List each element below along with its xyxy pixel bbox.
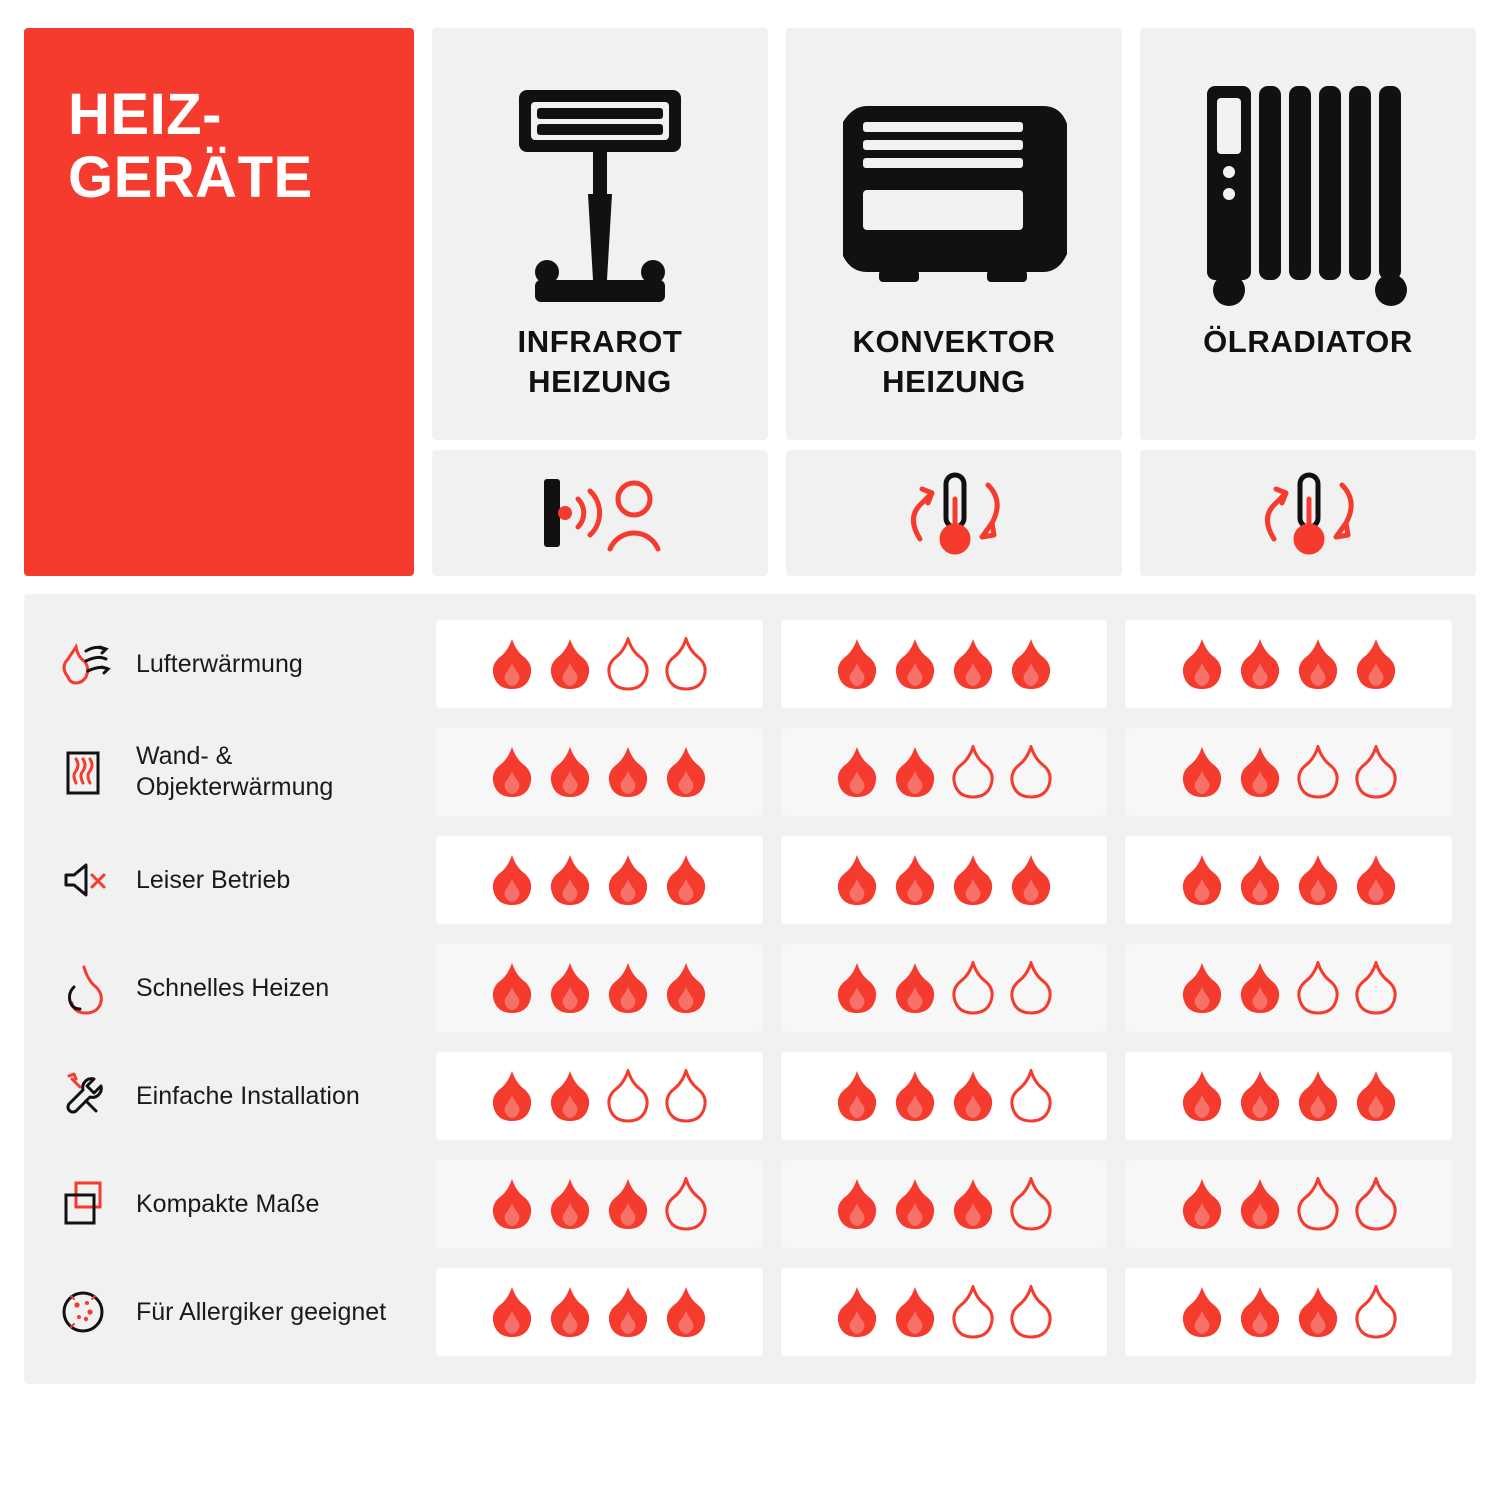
- flame-filled-icon: [835, 637, 879, 691]
- rating-cell-infrarot: [436, 836, 763, 924]
- column-head-konvektor: [786, 28, 1122, 440]
- flame-filled-icon: [893, 853, 937, 907]
- page-title-line-1: HEIZ-: [68, 82, 222, 147]
- column-oelradiator: [1140, 28, 1476, 576]
- rating-cell-konvektor: [781, 836, 1108, 924]
- flame-filled-icon: [951, 1177, 995, 1231]
- flame-filled-icon: [548, 1177, 592, 1231]
- flame-outline-icon: [951, 961, 995, 1015]
- feature-cell: [52, 633, 418, 695]
- fast-heating-flame-icon: [52, 957, 114, 1019]
- flame-filled-icon: [664, 1285, 708, 1339]
- table-row: [24, 826, 1476, 934]
- flame-filled-icon: [1009, 853, 1053, 907]
- wall-object-warming-icon: [52, 741, 114, 803]
- column-head-oelradiator: [1140, 28, 1476, 440]
- flame-filled-icon: [490, 745, 534, 799]
- air-circulation-thermometer-icon: [1218, 465, 1398, 561]
- flame-filled-icon: [1238, 961, 1282, 1015]
- oil-radiator-icon: [1183, 62, 1433, 312]
- flame-outline-icon: [1009, 1177, 1053, 1231]
- flame-filled-icon: [1180, 637, 1224, 691]
- flame-filled-icon: [951, 853, 995, 907]
- flame-filled-icon: [548, 853, 592, 907]
- table-row: [24, 934, 1476, 1042]
- flame-filled-icon: [1180, 1177, 1224, 1231]
- flame-filled-icon: [1180, 961, 1224, 1015]
- feature-cell: [52, 1065, 418, 1127]
- air-circulation-thermometer-icon: [864, 465, 1044, 561]
- flame-filled-icon: [490, 637, 534, 691]
- feature-cell: [52, 957, 418, 1019]
- flame-outline-icon: [1296, 745, 1340, 799]
- column-title-konvektor: [853, 322, 1056, 401]
- flame-filled-icon: [1238, 1069, 1282, 1123]
- flame-filled-icon: [1354, 637, 1398, 691]
- flame-filled-icon: [893, 745, 937, 799]
- rating-cell-infrarot: [436, 620, 763, 708]
- flame-filled-icon: [606, 1177, 650, 1231]
- flame-filled-icon: [893, 1285, 937, 1339]
- flame-filled-icon: [1296, 1285, 1340, 1339]
- flame-filled-icon: [1180, 1069, 1224, 1123]
- table-row: [24, 610, 1476, 718]
- feature-label: Leiser Betrieb: [136, 865, 291, 894]
- rating-cell-oelradiator: [1125, 728, 1452, 816]
- title-card: [24, 28, 414, 576]
- flame-filled-icon: [548, 961, 592, 1015]
- flame-outline-icon: [1296, 1177, 1340, 1231]
- rating-cell-infrarot: [436, 944, 763, 1032]
- rating-cell-infrarot: [436, 1160, 763, 1248]
- rating-cell-konvektor: [781, 1160, 1108, 1248]
- flame-filled-icon: [835, 745, 879, 799]
- flame-filled-icon: [835, 961, 879, 1015]
- flame-outline-icon: [1354, 961, 1398, 1015]
- flame-filled-icon: [1238, 853, 1282, 907]
- flame-filled-icon: [835, 1069, 879, 1123]
- flame-filled-icon: [490, 1285, 534, 1339]
- rating-cell-konvektor: [781, 944, 1108, 1032]
- flame-filled-icon: [1238, 745, 1282, 799]
- rating-cell-infrarot: [436, 1268, 763, 1356]
- rating-cell-oelradiator: [1125, 836, 1452, 924]
- rating-cell-infrarot: [436, 728, 763, 816]
- flame-filled-icon: [1009, 637, 1053, 691]
- rating-cell-oelradiator: [1125, 1268, 1452, 1356]
- table-row: [24, 1150, 1476, 1258]
- flame-outline-icon: [1354, 745, 1398, 799]
- rating-cell-konvektor: [781, 1268, 1108, 1356]
- flame-outline-icon: [606, 1069, 650, 1123]
- page-title-line-2: GERÄTE: [68, 144, 313, 210]
- air-warming-icon: [52, 633, 114, 695]
- rating-cell-konvektor: [781, 728, 1108, 816]
- column-title-line-1: INFRAROT: [517, 324, 683, 359]
- flame-filled-icon: [1238, 1177, 1282, 1231]
- flame-filled-icon: [490, 961, 534, 1015]
- flame-outline-icon: [1009, 1285, 1053, 1339]
- rating-row: [436, 1160, 1452, 1248]
- flame-filled-icon: [1296, 637, 1340, 691]
- principle-cell-konvektor: [786, 450, 1122, 576]
- column-infrarot: [432, 28, 768, 576]
- flame-filled-icon: [606, 961, 650, 1015]
- column-title-line-2: HEIZUNG: [528, 363, 672, 399]
- flame-filled-icon: [1238, 1285, 1282, 1339]
- feature-label: Einfache Installation: [136, 1081, 360, 1110]
- flame-filled-icon: [1180, 745, 1224, 799]
- flame-outline-icon: [1354, 1285, 1398, 1339]
- mute-speaker-icon: [52, 849, 114, 911]
- principle-cell-oelradiator: [1140, 450, 1476, 576]
- flame-filled-icon: [893, 1177, 937, 1231]
- flame-filled-icon: [1296, 853, 1340, 907]
- flame-filled-icon: [835, 1177, 879, 1231]
- feature-cell: [52, 1173, 418, 1235]
- flame-filled-icon: [893, 961, 937, 1015]
- compact-size-squares-icon: [52, 1173, 114, 1235]
- flame-outline-icon: [1009, 1069, 1053, 1123]
- flame-filled-icon: [893, 637, 937, 691]
- flame-outline-icon: [664, 1177, 708, 1231]
- rating-cell-oelradiator: [1125, 620, 1452, 708]
- rating-row: [436, 620, 1452, 708]
- column-title-infrarot: [518, 322, 683, 401]
- flame-outline-icon: [664, 1069, 708, 1123]
- flame-outline-icon: [664, 637, 708, 691]
- flame-filled-icon: [951, 637, 995, 691]
- column-title-line-1: ÖLRADIATOR: [1203, 324, 1413, 359]
- flame-filled-icon: [835, 1285, 879, 1339]
- feature-cell: [52, 741, 418, 803]
- rating-cell-konvektor: [781, 620, 1108, 708]
- flame-filled-icon: [1354, 1069, 1398, 1123]
- principle-cell-infrarot: [432, 450, 768, 576]
- feature-label: Für Allergiker geeignet: [136, 1297, 387, 1326]
- flame-filled-icon: [606, 745, 650, 799]
- flame-filled-icon: [1296, 1069, 1340, 1123]
- page-title: [68, 84, 370, 209]
- flame-filled-icon: [951, 1069, 995, 1123]
- rating-row: [436, 944, 1452, 1032]
- rating-row: [436, 728, 1452, 816]
- flame-filled-icon: [1180, 853, 1224, 907]
- flame-filled-icon: [835, 853, 879, 907]
- flame-outline-icon: [1009, 745, 1053, 799]
- flame-filled-icon: [548, 1285, 592, 1339]
- rating-cell-oelradiator: [1125, 1160, 1452, 1248]
- flame-filled-icon: [1354, 853, 1398, 907]
- flame-filled-icon: [548, 745, 592, 799]
- column-title-line-1: KONVEKTOR: [852, 324, 1056, 359]
- feature-label: Lufterwärmung: [136, 649, 303, 678]
- flame-filled-icon: [606, 853, 650, 907]
- flame-outline-icon: [951, 1285, 995, 1339]
- flame-filled-icon: [490, 853, 534, 907]
- feature-label: Wand- & Objekterwärmung: [136, 742, 334, 801]
- flame-filled-icon: [548, 637, 592, 691]
- flame-filled-icon: [548, 1069, 592, 1123]
- rating-row: [436, 1052, 1452, 1140]
- radiant-heat-to-person-icon: [510, 465, 690, 561]
- flame-filled-icon: [664, 745, 708, 799]
- flame-filled-icon: [664, 853, 708, 907]
- flame-filled-icon: [1180, 1285, 1224, 1339]
- rating-cell-oelradiator: [1125, 944, 1452, 1032]
- convector-heater-icon: [819, 62, 1089, 312]
- flame-filled-icon: [664, 961, 708, 1015]
- rating-cell-konvektor: [781, 1052, 1108, 1140]
- tools-wrench-screwdriver-icon: [52, 1065, 114, 1127]
- flame-filled-icon: [490, 1177, 534, 1231]
- feature-label: Kompakte Maße: [136, 1189, 320, 1218]
- feature-cell: [52, 849, 418, 911]
- column-headers: [432, 28, 1476, 576]
- flame-outline-icon: [1009, 961, 1053, 1015]
- flame-outline-icon: [1296, 961, 1340, 1015]
- column-title-oelradiator: [1203, 322, 1413, 362]
- table-row: [24, 718, 1476, 826]
- feature-cell: [52, 1281, 418, 1343]
- rating-row: [436, 1268, 1452, 1356]
- rating-cell-oelradiator: [1125, 1052, 1452, 1140]
- header-row: [24, 28, 1476, 576]
- infrared-heater-icon: [475, 62, 725, 312]
- rating-row: [436, 836, 1452, 924]
- table-row: [24, 1258, 1476, 1366]
- table-row: [24, 1042, 1476, 1150]
- column-title-line-2: HEIZUNG: [882, 363, 1026, 399]
- column-konvektor: [786, 28, 1122, 576]
- flame-outline-icon: [606, 637, 650, 691]
- flame-filled-icon: [1238, 637, 1282, 691]
- flame-filled-icon: [606, 1285, 650, 1339]
- flame-filled-icon: [893, 1069, 937, 1123]
- flame-filled-icon: [490, 1069, 534, 1123]
- feature-label: Schnelles Heizen: [136, 973, 330, 1002]
- column-head-infrarot: [432, 28, 768, 440]
- flame-outline-icon: [951, 745, 995, 799]
- allergy-dust-circle-icon: [52, 1281, 114, 1343]
- rating-cell-infrarot: [436, 1052, 763, 1140]
- flame-outline-icon: [1354, 1177, 1398, 1231]
- comparison-table: [24, 594, 1476, 1384]
